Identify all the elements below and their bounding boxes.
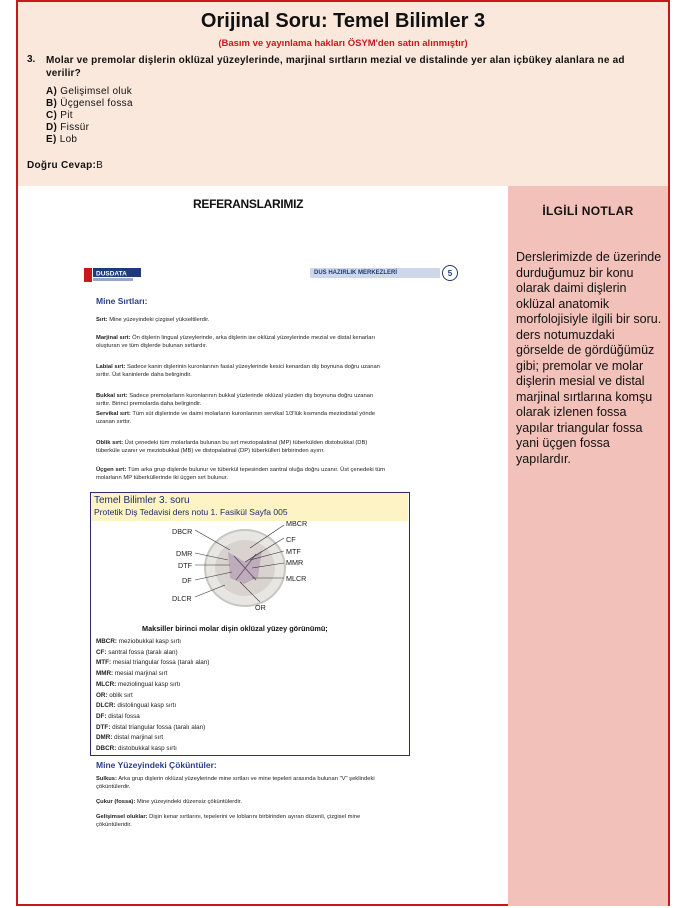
label-dbcr: DBCR xyxy=(172,527,193,536)
label-cf: CF xyxy=(286,535,296,544)
paragraph: Gelişimsel oluklar: Dişin kenar sırtlarını, tepelerini ve loblarını birbirinden ayıran düzenli, çizgisel mine çöküntüleridir. xyxy=(96,814,361,829)
page-number: 5 xyxy=(442,265,458,281)
notes-title: İLGİLİ NOTLAR xyxy=(542,204,634,218)
correct-answer: Doğru Cevap:B xyxy=(27,160,104,171)
paragraph: Marjinal sırt: Ön dişlerin lingual yüzeylerinde, arka dişlerin ise oklüzal yüzeylerinde mezial ve distal kenarları oluşturan ve tüm dişlerde bulunan sırtlardır. xyxy=(96,335,376,350)
paragraph: Oblik sırt: Üst çenedeki tüm molarlarda bulunan bu sırt meziopalatinal (MP) tüberkülden distobukkal (DB) tüberküle uzanır ve meziobukkal (MB) ve distopalatinal (DP) tüberkülleri birbirinden ayırır. xyxy=(96,440,368,455)
paragraph: Çukur (fossa): Mine yüzeyindeki düzensiz çöküntülerdir. xyxy=(96,799,242,805)
figure-box-subtitle: Protetik Diş Tedavisi ders notu 1. Fasikül Sayfa 005 xyxy=(94,507,288,517)
dusdata-logo xyxy=(84,266,142,284)
label-mlcr: MLCR xyxy=(286,574,307,583)
legend-item: DMR: distal marjinal sırt xyxy=(96,734,164,742)
label-mmr: MMR xyxy=(286,558,304,567)
figure-caption: Maksiller birinci molar dişin oklüzal yüzey görünümü; xyxy=(142,624,328,633)
copyright-note: (Basım ve yayınlama hakları ÖSYM'den satın alınmıştır) xyxy=(218,38,468,49)
legend-item: OR: oblik sırt xyxy=(96,691,133,699)
label-dmr: DMR xyxy=(176,549,193,558)
question-text: Molar ve premolar dişlerin oklüzal yüzeylerinde, marjinal sırtların mezial ve distalinde yer alan içbükey alanlara ne ad verilir? xyxy=(46,55,625,79)
figure-legend xyxy=(96,637,209,755)
label-dtf: DTF xyxy=(178,561,192,570)
legend-item: DF: distal fossa xyxy=(96,712,140,720)
label-or: OR xyxy=(255,603,266,612)
paragraph: Servikal sırt: Tüm süt dişlerinde ve daimi molarların kuronlarının servikal 1/3'lük kısmında meziodistal yönde uzanan sırttır. xyxy=(96,411,376,426)
question-panel xyxy=(18,2,668,186)
page-title: Orijinal Soru: Temel Bilimler 3 xyxy=(200,10,486,32)
notes-text: Derslerimizde de üzerinde durduğumuz bir konu olarak daimi dişlerin oklüzal anatomik morfolojisiyle ilgili bir soru. ders notumuzdaki görselde de gördüğümüz gibi; premolar ve molar dişlerin mesial ve distal marjinal sırtlarına komşu olarak izlenen fossa yapılar triangular fossa yani üçgen fossa yapılardır. xyxy=(516,250,662,466)
paragraph: Sulkus: Arka grup dişlerin oklüzal yüzeylerinde mine sırtları ve mine tepeleri arasında bulunan "V" şeklindeki çöküntülerdir. xyxy=(96,776,375,791)
logo-text: DUSDATA xyxy=(96,270,127,278)
notes-panel xyxy=(508,186,668,906)
section-title-enamel-depressions: Mine Yüzeyindeki Çöküntüler: xyxy=(96,760,217,770)
legend-item: MLCR: meziolingual kasp sırtı xyxy=(96,680,181,688)
label-mbcr: MBCR xyxy=(286,519,308,528)
legend-item: DTF: distal triangular fossa (taralı alan) xyxy=(96,723,206,731)
legend-item: CF: santral fossa (taralı alan) xyxy=(96,648,178,656)
option-d: D) Fissür xyxy=(46,122,90,133)
label-dlcr: DLCR xyxy=(172,594,192,603)
paragraph: Bukkal sırt: Sadece premolarların kuronlarının bukkal yüzlerinde oklüzal yüzden diş boynuna doğru uzanan sırttır. Birinci premolarda daha belirgindir. xyxy=(96,393,374,408)
option-b: B) Üçgensel fossa xyxy=(46,98,133,109)
legend-item: MMR: mesial marjinal sırt xyxy=(96,670,168,678)
label-df: DF xyxy=(182,576,192,585)
legend-item: MBCR: meziobukkal kasp sırtı xyxy=(96,638,182,645)
paragraph: Üçgen sırt: Tüm arka grup dişlerde bulunur ve tüberkül tepesinden santral oluğa doğru uzanır. Üst çenedeki tüm molarların MP tüberküllerinde iki üçgen sırt bulunur. xyxy=(96,467,385,482)
legend-item: DLCR: distolingual kasp sırtı xyxy=(96,702,177,710)
references-title: REFERANSLARIMIZ xyxy=(193,197,304,211)
paragraph: Labial sırt: Sadece kanin dişlerinin kuronlarının fasial yüzeylerinde kesici kenardan diş boynuna doğru uzanan sırttır. Üst kaninlerde daha belirgindir. xyxy=(96,364,380,379)
legend-item: DBCR: distobukkal kasp sırtı xyxy=(96,745,177,753)
option-a: A) Gelişimsel oluk xyxy=(46,86,132,97)
section-title-enamel-ridges: Mine Sırtları: xyxy=(96,296,148,306)
option-c: C) Pit xyxy=(46,110,73,121)
paragraph: Sırt: Mine yüzeyindeki çizgisel yükseltilerdir. xyxy=(96,317,210,323)
figure-leader-lines xyxy=(190,520,290,610)
label-mtf: MTF xyxy=(286,547,301,556)
question-number: 3. xyxy=(27,54,36,65)
figure-box-title: Temel Bilimler 3. soru xyxy=(94,495,190,506)
answer-options xyxy=(46,86,133,146)
legend-item: MTF: mesial triangular fossa (taralı alan) xyxy=(96,659,210,667)
figure-box-header xyxy=(91,493,408,521)
option-e: E) Lob xyxy=(46,134,78,145)
doc-header-text: DUS HAZIRLIK MERKEZLERİ xyxy=(314,270,397,276)
